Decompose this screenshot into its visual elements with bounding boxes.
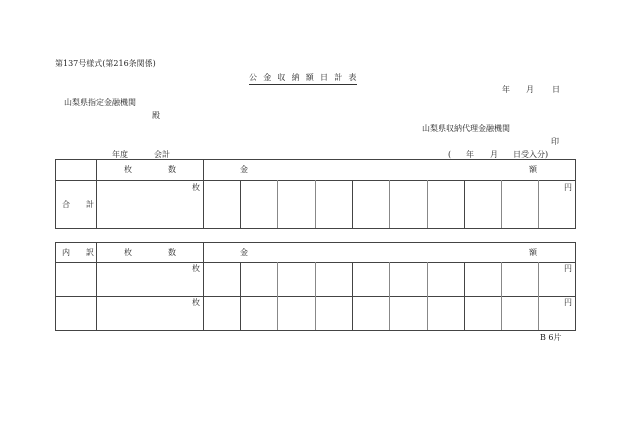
table-border <box>575 242 576 331</box>
header-amount-a: 金 <box>240 248 248 257</box>
fiscal-year-label: 年度 <box>112 150 128 159</box>
sender: 山梨県収納代理金融機関 <box>422 124 510 133</box>
date-month: 月 <box>526 85 534 94</box>
header-amount-a: 金 <box>240 165 248 174</box>
table-border <box>575 159 576 229</box>
digit-guide <box>427 262 428 330</box>
received-month: 月 <box>490 150 498 159</box>
title-underline <box>249 84 357 85</box>
table-border <box>55 242 576 243</box>
header-count: 枚数 <box>124 165 212 174</box>
received-year: 年 <box>466 150 474 159</box>
digit-guide <box>501 262 502 330</box>
table-border <box>55 159 576 160</box>
digit-guide <box>389 180 390 228</box>
received-open-paren: ( <box>448 150 452 159</box>
digit-guide <box>389 262 390 330</box>
table-border <box>96 159 97 229</box>
honorific: 殿 <box>152 111 160 120</box>
digit-guide <box>501 180 502 228</box>
unit-count: 枚 <box>192 298 200 307</box>
table-border <box>55 330 576 331</box>
unit-count: 枚 <box>192 183 200 192</box>
digit-guide <box>538 180 539 228</box>
digit-guide <box>315 262 316 330</box>
date-year: 年 <box>502 85 510 94</box>
digit-guide <box>277 262 278 330</box>
digit-separator <box>352 262 353 330</box>
account-label: 会計 <box>154 150 170 159</box>
table-border <box>55 228 576 229</box>
unit-count: 枚 <box>192 264 200 273</box>
digit-guide <box>277 180 278 228</box>
unit-yen: 円 <box>564 183 572 192</box>
digit-guide <box>427 180 428 228</box>
size-note: B 6片 <box>540 333 562 342</box>
seal: 印 <box>551 137 559 146</box>
unit-yen: 円 <box>564 298 572 307</box>
digit-separator <box>352 180 353 228</box>
received-suffix: 日受入分) <box>513 150 549 159</box>
table-border <box>55 242 56 331</box>
addressee: 山梨県指定金融機関 <box>64 98 136 107</box>
header-count: 枚数 <box>124 248 212 257</box>
digit-guide <box>315 180 316 228</box>
digit-separator <box>464 180 465 228</box>
header-breakdown: 内訳 <box>62 248 110 257</box>
form-title-text: 公金収納額日計表 <box>249 73 363 82</box>
total-label: 合計 <box>62 200 110 209</box>
digit-separator <box>464 262 465 330</box>
form-number: 第137号様式(第216条関係) <box>55 59 156 68</box>
unit-yen: 円 <box>564 264 572 273</box>
digit-separator <box>240 180 241 228</box>
digit-separator <box>240 262 241 330</box>
digit-guide <box>538 262 539 330</box>
form-title <box>249 73 363 83</box>
table-border <box>55 159 56 229</box>
date-day: 日 <box>552 85 560 94</box>
header-amount-b: 額 <box>529 248 537 257</box>
header-amount-b: 額 <box>529 165 537 174</box>
